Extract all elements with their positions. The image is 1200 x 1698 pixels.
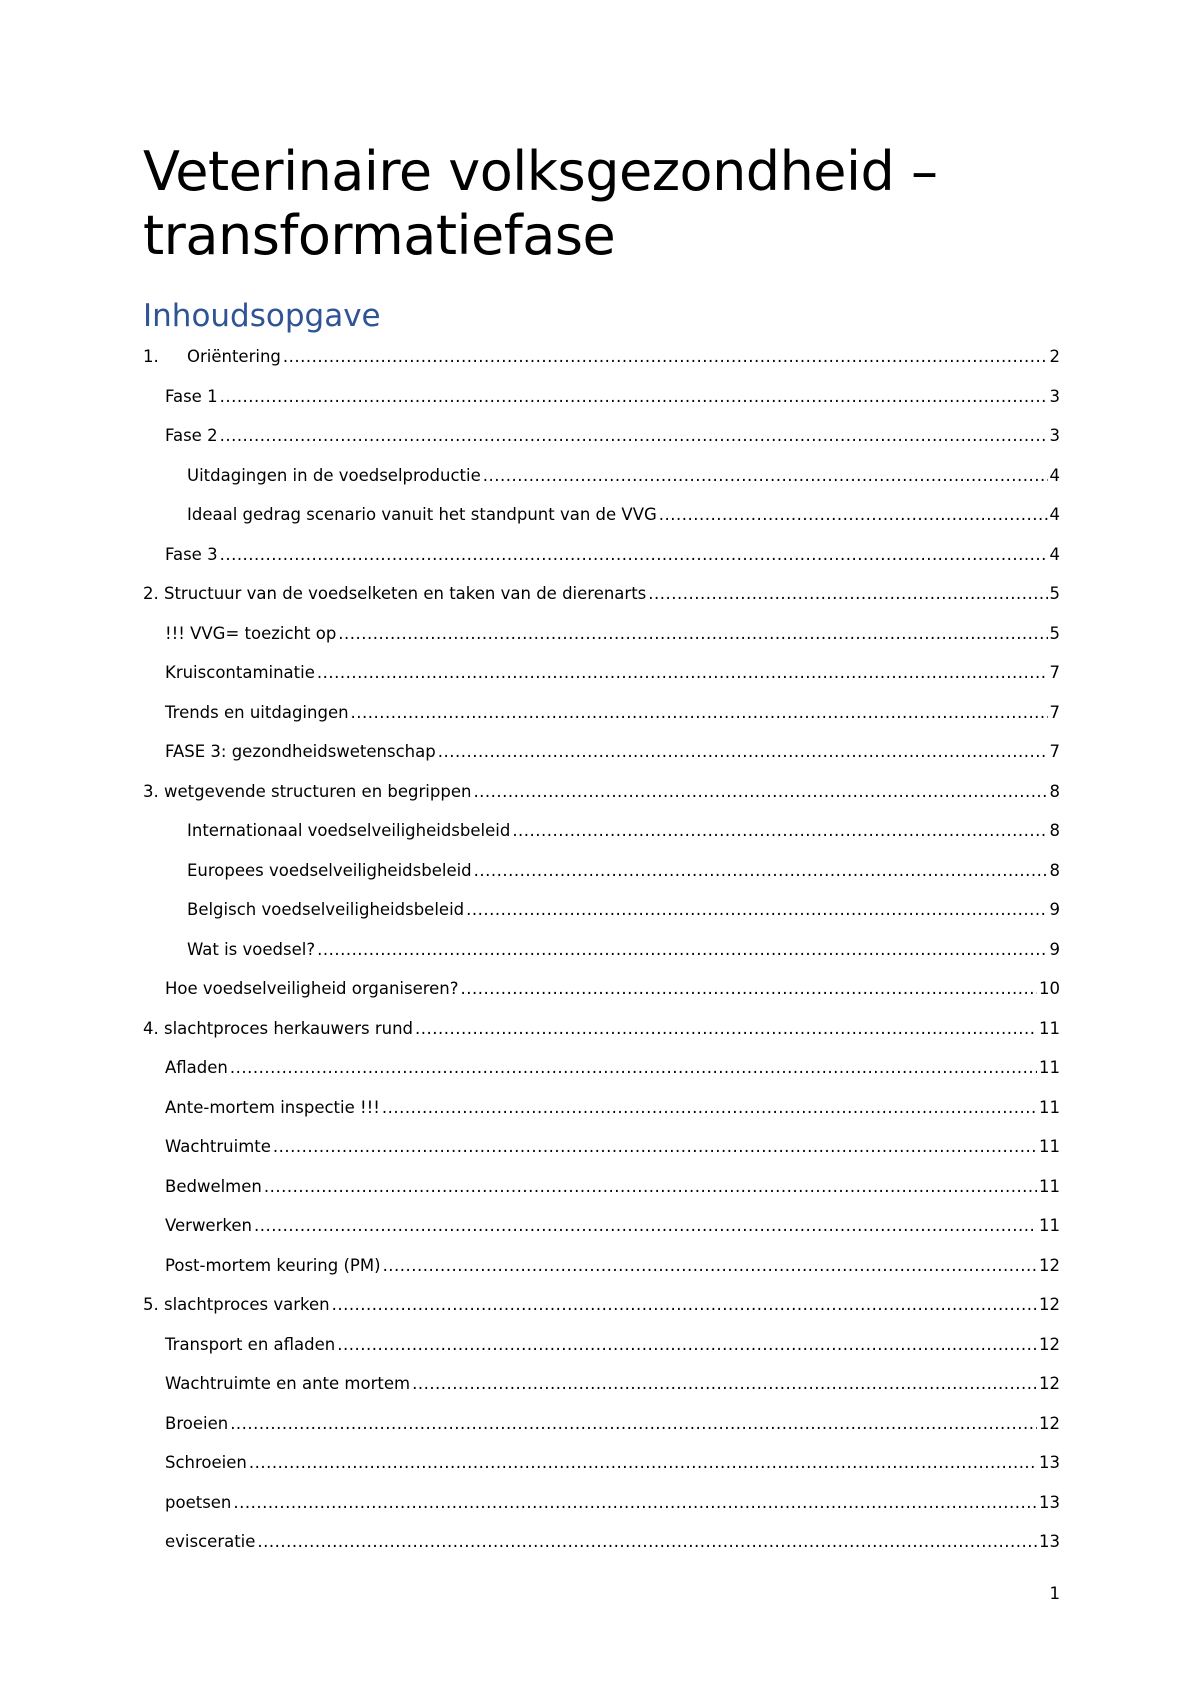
toc-dot-leader bbox=[317, 653, 1048, 693]
toc-entry-label: FASE 3: gezondheidswetenschap bbox=[165, 742, 436, 761]
toc-entry-label: 2. Structuur van de voedselketen en taken van de dierenarts bbox=[143, 584, 647, 603]
toc-entry-page: 5 bbox=[1049, 623, 1060, 643]
toc-entry-label: Fase 1 bbox=[165, 386, 218, 406]
toc-entry[interactable] bbox=[143, 574, 1060, 614]
toc-entry-page: 12 bbox=[1039, 1374, 1060, 1393]
toc-entry-label: Verwerken bbox=[165, 1216, 252, 1235]
page-number: 1 bbox=[1049, 1584, 1060, 1603]
toc-entry[interactable] bbox=[143, 1483, 1060, 1523]
toc-entry[interactable] bbox=[143, 1522, 1060, 1562]
toc-entry-page: 8 bbox=[1049, 821, 1060, 840]
toc-entry-page: 12 bbox=[1039, 1255, 1060, 1275]
toc-entry-page: 11 bbox=[1039, 1137, 1060, 1156]
toc-dot-leader bbox=[220, 377, 1048, 417]
toc-dot-leader bbox=[273, 1127, 1037, 1167]
toc-entry-page: 12 bbox=[1039, 1295, 1060, 1314]
toc-entry[interactable] bbox=[143, 653, 1060, 693]
toc-entry[interactable] bbox=[143, 535, 1060, 575]
toc-dot-leader bbox=[264, 1167, 1037, 1207]
toc-entry[interactable] bbox=[143, 1285, 1060, 1325]
toc-entry-page: 7 bbox=[1049, 742, 1060, 761]
table-of-contents bbox=[143, 337, 1060, 1562]
toc-dot-leader bbox=[254, 1206, 1037, 1246]
toc-entry[interactable] bbox=[143, 337, 1060, 377]
toc-dot-leader bbox=[230, 1404, 1037, 1444]
toc-entry[interactable] bbox=[143, 1364, 1060, 1404]
toc-entry-page: 12 bbox=[1039, 1413, 1060, 1433]
toc-dot-leader bbox=[382, 1088, 1037, 1128]
toc-entry-label: evisceratie bbox=[165, 1532, 256, 1551]
document-title: Veterinaire volksgezondheid – transformatiefase bbox=[143, 140, 938, 267]
toc-entry-label: Oriëntering bbox=[187, 347, 281, 366]
toc-dot-leader bbox=[220, 416, 1048, 456]
toc-entry-page: 11 bbox=[1039, 1216, 1060, 1235]
toc-entry-label: Post-mortem keuring (PM) bbox=[165, 1255, 381, 1275]
toc-entry-page: 5 bbox=[1049, 584, 1060, 603]
toc-dot-leader bbox=[483, 456, 1048, 496]
toc-entry-page: 12 bbox=[1039, 1334, 1060, 1354]
toc-entry[interactable] bbox=[143, 377, 1060, 417]
toc-entry[interactable] bbox=[143, 693, 1060, 733]
toc-dot-leader bbox=[648, 574, 1047, 614]
toc-entry-label: Fase 2 bbox=[165, 426, 218, 445]
toc-entry[interactable] bbox=[143, 1404, 1060, 1444]
toc-dot-leader bbox=[338, 614, 1047, 654]
toc-entry[interactable] bbox=[143, 772, 1060, 812]
toc-entry[interactable] bbox=[143, 1048, 1060, 1088]
toc-entry[interactable] bbox=[143, 1443, 1060, 1483]
toc-dot-leader bbox=[283, 337, 1048, 377]
toc-dot-leader bbox=[474, 851, 1048, 891]
toc-dot-leader bbox=[249, 1443, 1037, 1483]
toc-entry[interactable] bbox=[143, 1246, 1060, 1286]
toc-dot-leader bbox=[461, 969, 1037, 1009]
toc-entry[interactable] bbox=[143, 811, 1060, 851]
toc-entry-page: 9 bbox=[1049, 900, 1060, 919]
toc-entry[interactable] bbox=[143, 416, 1060, 456]
toc-dot-leader bbox=[337, 1325, 1037, 1365]
toc-entry-label: 3. wetgevende structuren en begrippen bbox=[143, 781, 472, 801]
toc-entry-label: 4. slachtproces herkauwers rund bbox=[143, 1018, 414, 1038]
toc-entry-page: 4 bbox=[1049, 505, 1060, 524]
toc-entry[interactable] bbox=[143, 1325, 1060, 1365]
toc-dot-leader bbox=[473, 772, 1047, 812]
toc-entry[interactable] bbox=[143, 495, 1060, 535]
toc-entry-label: Trends en uitdagingen bbox=[165, 702, 349, 722]
toc-entry-page: 13 bbox=[1039, 1532, 1060, 1551]
toc-entry-page: 9 bbox=[1049, 939, 1060, 959]
toc-entry-page: 7 bbox=[1049, 663, 1060, 682]
toc-dot-leader bbox=[659, 495, 1048, 535]
toc-entry[interactable] bbox=[143, 614, 1060, 654]
toc-entry-label: poetsen bbox=[165, 1492, 232, 1512]
toc-entry-label: Uitdagingen in de voedselproductie bbox=[187, 465, 481, 485]
toc-dot-leader bbox=[383, 1246, 1037, 1286]
toc-entry-label: 5. slachtproces varken bbox=[143, 1295, 330, 1314]
toc-dot-leader bbox=[415, 1009, 1037, 1049]
toc-dot-leader bbox=[220, 535, 1048, 575]
toc-entry-label: Ideaal gedrag scenario vanuit het standpunt van de VVG bbox=[187, 505, 657, 524]
toc-entry[interactable] bbox=[143, 851, 1060, 891]
toc-dot-leader bbox=[412, 1364, 1037, 1404]
toc-dot-leader bbox=[317, 930, 1047, 970]
toc-entry-page: 13 bbox=[1039, 1453, 1060, 1472]
toc-entry-label: Wat is voedsel? bbox=[187, 939, 316, 959]
toc-entry-label: Wachtruimte en ante mortem bbox=[165, 1374, 411, 1393]
toc-dot-leader bbox=[351, 693, 1048, 733]
toc-dot-leader bbox=[332, 1285, 1037, 1325]
toc-entry-label: Wachtruimte bbox=[165, 1137, 271, 1156]
toc-entry-label: !!! VVG= toezicht op bbox=[165, 623, 337, 643]
toc-entry-page: 7 bbox=[1049, 702, 1060, 722]
toc-entry[interactable] bbox=[143, 1009, 1060, 1049]
toc-entry-page: 4 bbox=[1049, 465, 1060, 485]
toc-dot-leader bbox=[438, 732, 1048, 772]
toc-entry[interactable] bbox=[143, 969, 1060, 1009]
toc-entry-page: 11 bbox=[1039, 1097, 1060, 1117]
toc-entry-page: 8 bbox=[1049, 860, 1060, 880]
toc-entry-page: 4 bbox=[1049, 544, 1060, 564]
toc-entry[interactable] bbox=[143, 890, 1060, 930]
toc-entry-label: Afladen bbox=[165, 1058, 228, 1077]
toc-entry-page: 10 bbox=[1039, 979, 1060, 998]
toc-entry[interactable] bbox=[143, 456, 1060, 496]
toc-entry-page: 2 bbox=[1049, 347, 1060, 366]
toc-entry-page: 11 bbox=[1039, 1176, 1060, 1196]
toc-entry-label: Fase 3 bbox=[165, 544, 218, 564]
toc-dot-leader bbox=[466, 890, 1047, 930]
toc-entry-page: 3 bbox=[1049, 386, 1060, 406]
toc-entry-label: Broeien bbox=[165, 1413, 229, 1433]
toc-entry-label: Europees voedselveiligheidsbeleid bbox=[187, 860, 472, 880]
toc-entry[interactable] bbox=[143, 1088, 1060, 1128]
toc-entry-label: Internationaal voedselveiligheidsbeleid bbox=[187, 821, 511, 840]
toc-entry[interactable] bbox=[143, 930, 1060, 970]
toc-entry-label: Ante-mortem inspectie !!! bbox=[165, 1097, 380, 1117]
toc-entry-page: 11 bbox=[1039, 1018, 1060, 1038]
toc-entry-label: Belgisch voedselveiligheidsbeleid bbox=[187, 900, 465, 919]
toc-dot-leader bbox=[257, 1522, 1037, 1562]
toc-entry-label: Kruiscontaminatie bbox=[165, 663, 315, 682]
toc-entry-page: 8 bbox=[1049, 781, 1060, 801]
toc-entry[interactable] bbox=[143, 1127, 1060, 1167]
toc-entry[interactable] bbox=[143, 732, 1060, 772]
toc-heading: Inhoudsopgave bbox=[143, 298, 381, 334]
toc-entry-label: Bedwelmen bbox=[165, 1176, 262, 1196]
toc-entry-page: 13 bbox=[1039, 1492, 1060, 1512]
toc-entry-label: Schroeien bbox=[165, 1453, 247, 1472]
toc-entry-number: 1. bbox=[143, 347, 159, 366]
toc-dot-leader bbox=[512, 811, 1047, 851]
toc-entry-page: 11 bbox=[1039, 1058, 1060, 1077]
toc-dot-leader bbox=[233, 1483, 1037, 1523]
toc-entry-label: Hoe voedselveiligheid organiseren? bbox=[165, 979, 459, 998]
toc-entry[interactable] bbox=[143, 1167, 1060, 1207]
toc-entry[interactable] bbox=[143, 1206, 1060, 1246]
toc-entry-page: 3 bbox=[1049, 426, 1060, 445]
toc-entry-label: Transport en afladen bbox=[165, 1334, 336, 1354]
toc-dot-leader bbox=[230, 1048, 1037, 1088]
